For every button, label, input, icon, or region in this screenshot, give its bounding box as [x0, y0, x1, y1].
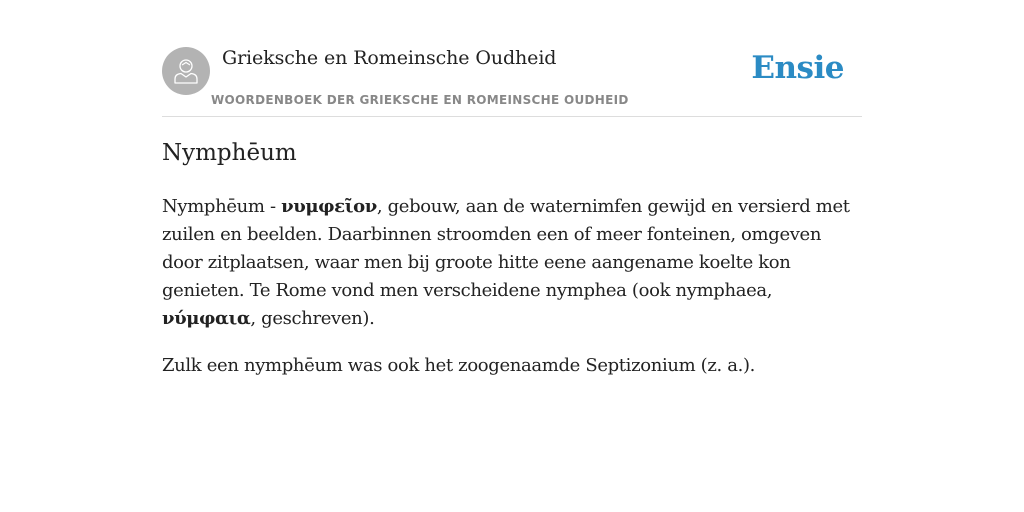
source-subtitle: WOORDENBOEK DER GRIEKSCHE EN ROMEINSCHE OUDHEID [211, 93, 629, 107]
source-title[interactable]: Grieksche en Romeinsche Oudheid [222, 47, 557, 69]
entry-paragraph-2: Zulk een nymphēum was ook het zoogenaamde Septizonium (z. a.). [162, 355, 756, 376]
source-header [162, 47, 862, 117]
greek-term-2: νύμφαια [162, 308, 251, 329]
ensie-logo[interactable]: Ensie [751, 50, 844, 86]
entry-title: Nymphēum [162, 140, 297, 166]
avatar[interactable] [162, 47, 210, 95]
entry-tail: , geschreven). [250, 308, 375, 329]
greek-term-1: νυμφεῖον [281, 196, 377, 217]
user-icon [174, 58, 198, 84]
entry-lead: Nymphēum - [162, 196, 282, 217]
entry-text: , gebouw, aan de waternimfen gewijd en versierd met zuilen en beelden. Daarbinnen stroomden een of meer fonteinen, omgeven door zitplaatsen, waar men bij groote hitte eene aangename koelte kon genieten. Te Rome vond men verscheidene nymphea (ook nymphaea, [162, 196, 850, 301]
entry-paragraph-1 [162, 193, 862, 333]
entry-body [162, 193, 862, 399]
